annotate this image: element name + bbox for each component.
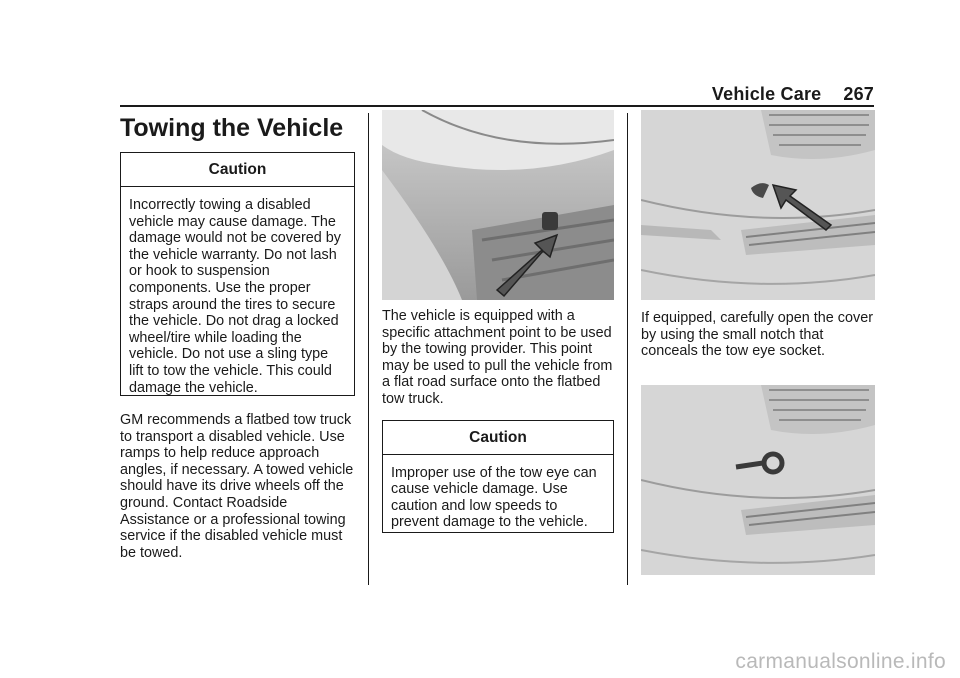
body-paragraph: If equipped, carefully open the cover by using the small notch that conceals the tow eye socket.: [641, 310, 873, 360]
page-number: 267: [843, 84, 874, 104]
body-paragraph: GM recommends a flatbed tow truck to transport a disabled vehicle. Use ramps to help reduce approach angles, if necessary. A towed vehicle should have its drive wheels off the ground. Contact Roadside Assistance or a professional towing service if the disabled vehicle must be towed.: [120, 412, 354, 561]
page-title: Towing the Vehicle: [120, 114, 344, 142]
caution-title: Caution: [383, 421, 613, 455]
header-rule: [120, 105, 874, 107]
caution-text: Improper use of the tow eye can cause vehicle damage. Use caution and low speeds to prevent damage to the vehicle.: [391, 464, 597, 531]
underbody-attachment-point-illustration: [382, 110, 614, 300]
caution-text: Incorrectly towing a disabled vehicle may cause damage. The damage would not be covered by the vehicle warranty. Do not lash or hook to suspension components. Use the proper straps around the tires to secure the vehicle. Do not drag a locked wheel/tire while loading the vehicle. Do not use a sling type lift to tow the vehicle. This could damage the vehicle.: [129, 197, 342, 396]
caution-box: [382, 420, 614, 533]
column-divider: [627, 113, 628, 585]
front-bumper-tow-eye-installed-illustration: [641, 385, 875, 575]
body-paragraph: The vehicle is equipped with a specific attachment point to be used by the towing provider. This point may be used to pull the vehicle from a flat road surface onto the flatbed tow truck.: [382, 308, 613, 407]
column-3: [641, 110, 875, 575]
column-divider: [368, 113, 369, 585]
caution-title: Caution: [121, 153, 354, 187]
watermark: carmanualsonline.info: [735, 650, 946, 673]
front-bumper-tow-cover-illustration: [641, 110, 875, 300]
column-1: [120, 110, 355, 561]
caution-box: [120, 152, 355, 396]
section-title: Vehicle Care: [711, 84, 822, 104]
column-2: [382, 110, 614, 533]
running-head: [712, 84, 874, 105]
